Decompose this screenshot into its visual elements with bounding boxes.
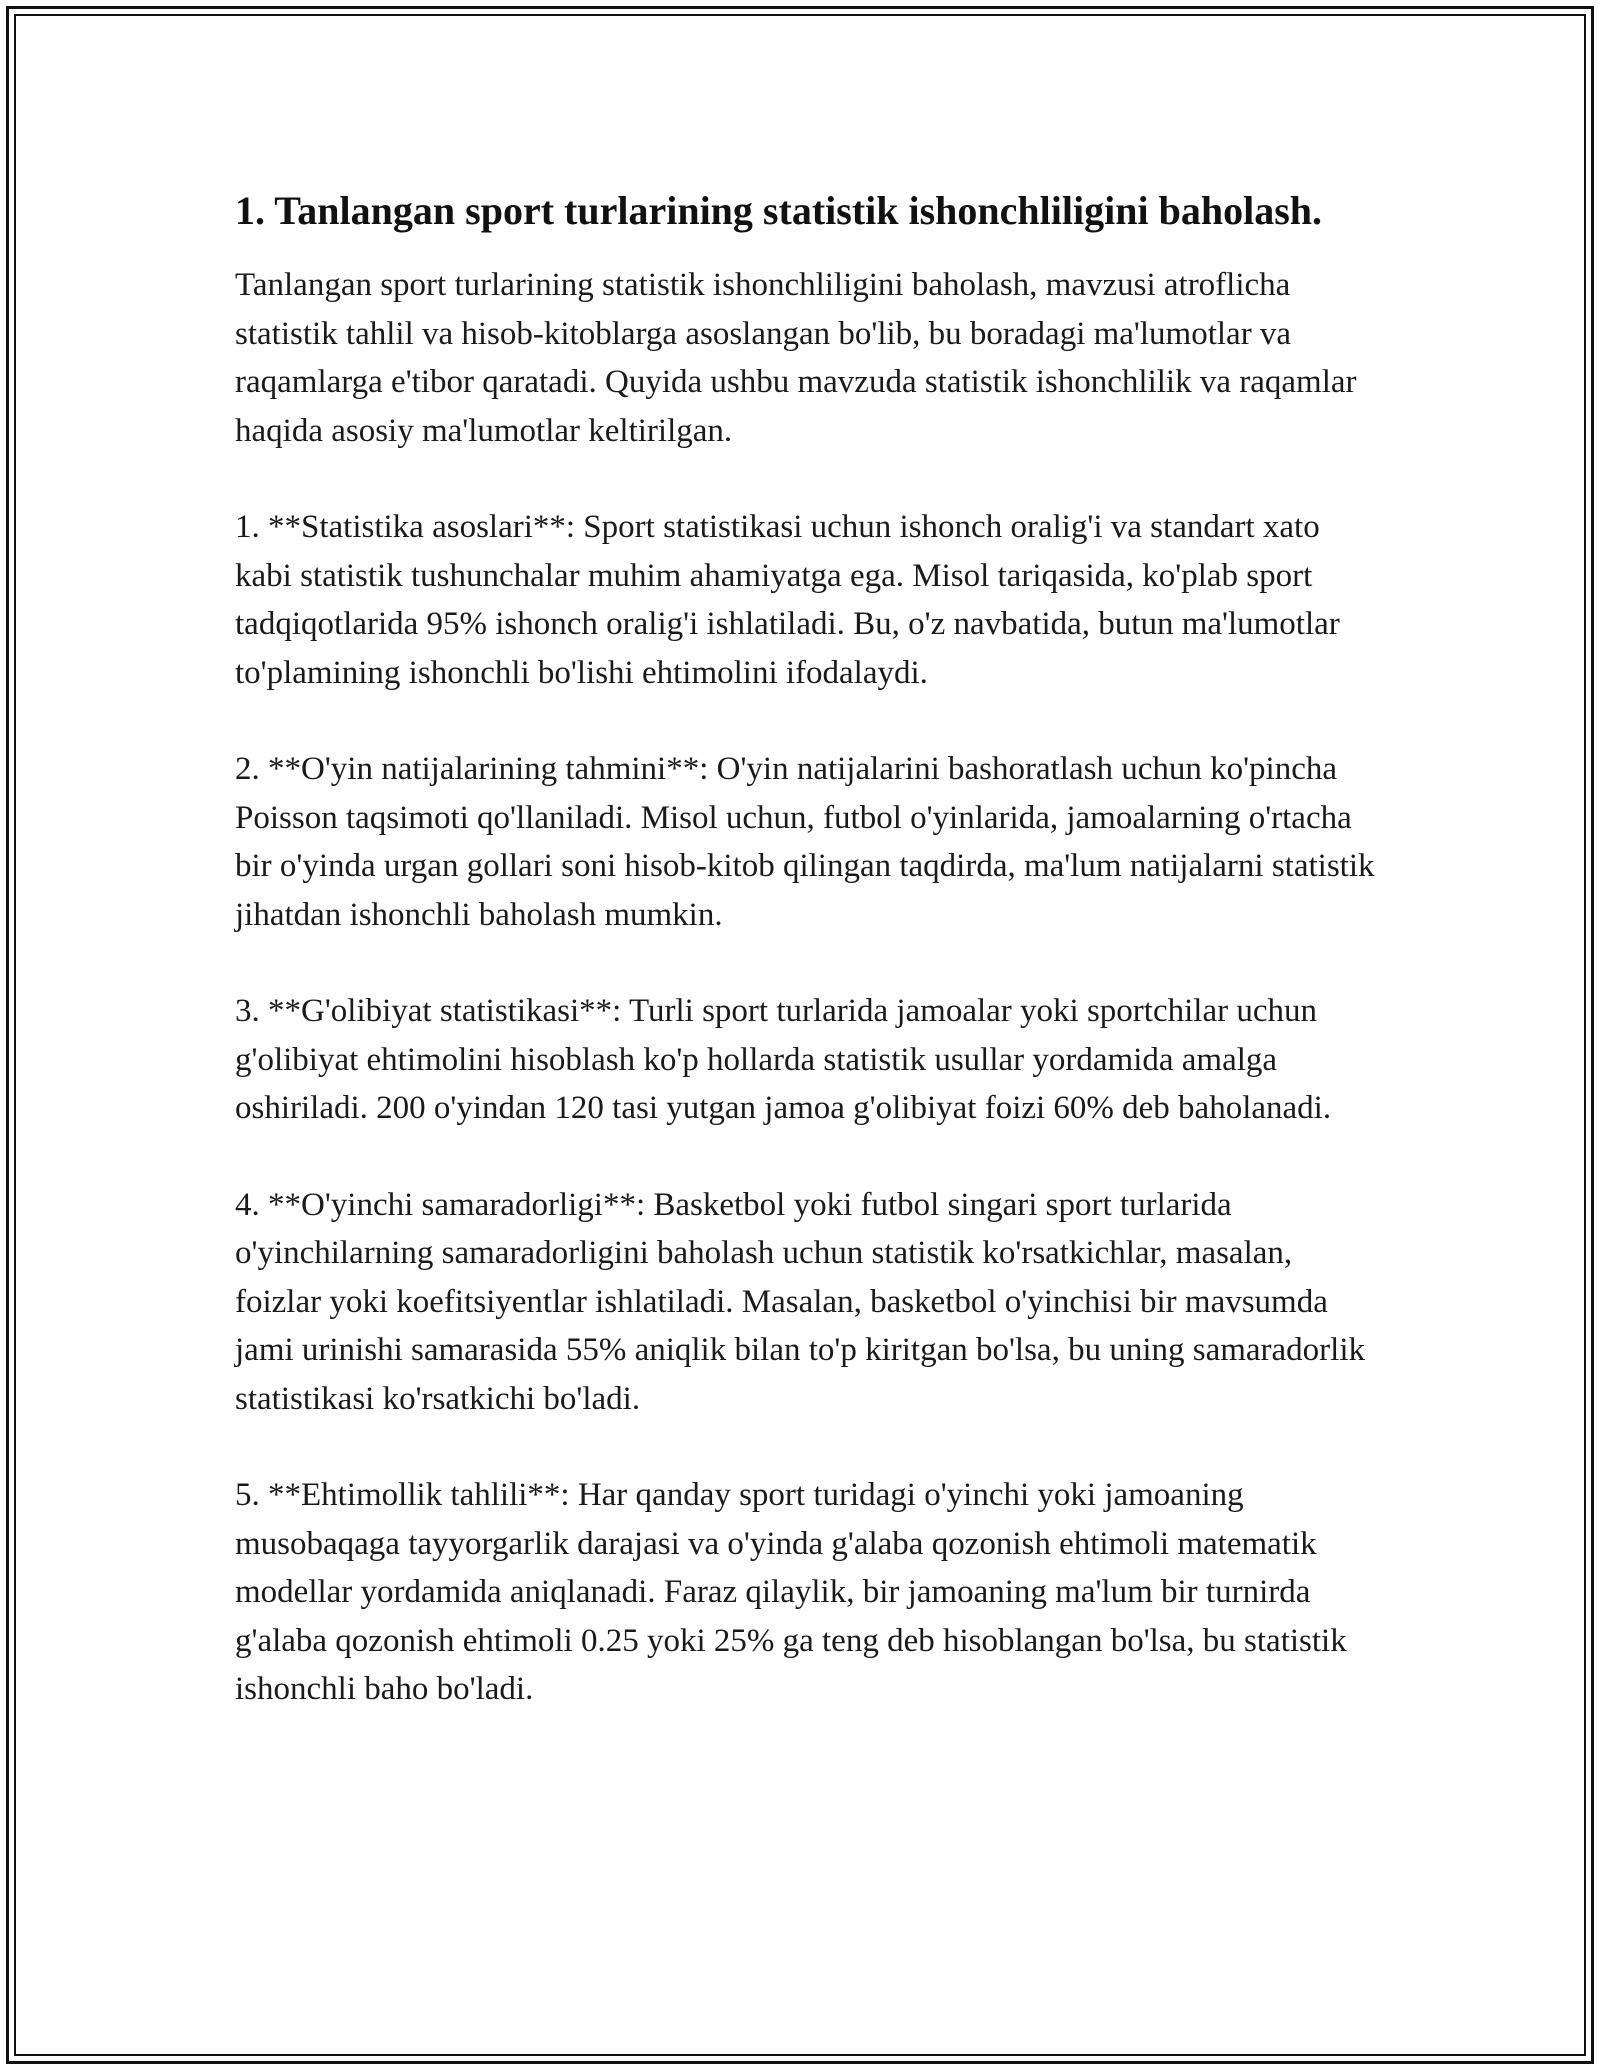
list-item: 3. **G'olibiyat statistikasi**: Turli sport turlarida jamoalar yoki sportchilar uchun g'olibiyat ehtimolini hisoblash ko'p hollarda statistik usullar yordamida amalga oshiriladi. 200 o'yindan 120 tasi yutgan jamoa g'olibiyat foizi 60% deb baholanadi. [235, 993, 1332, 1126]
intro-paragraph: Tanlangan sport turlarining statistik ishonchliligini baholash, mavzusi atroflicha statistik tahlil va hisob-kitoblarga asoslangan bo'lib, bu boradagi ma'lumotlar va raqamlarga e'tibor qaratadi. Quyida ushbu mavzuda statistik ishonchlilik va raqamlar haqida asosiy ma'lumotlar keltirilgan. [235, 267, 1357, 449]
document-body [235, 184, 1375, 1714]
list-item: 1. **Statistika asoslari**: Sport statistikasi uchun ishonch oralig'i va standart xato kabi statistik tushunchalar muhim ahamiyatga ega. Misol tariqasida, ko'plab sport tadqiqotlarida 95% ishonch oralig'i ishlatiladi. Bu, o'z navbatida, butun ma'lumotlar to'plamining ishonchli bo'lishi ehtimolini ifodalaydi. [235, 509, 1340, 691]
list-item: 2. **O'yin natijalarining tahmini**: O'yin natijalarini bashoratlash uchun ko'pincha Poisson taqsimoti qo'llaniladi. Misol uchun, futbol o'yinlarida, jamoalarning o'rtacha bir o'yinda urgan gollari soni hisob-kitob qilingan taqdirda, ma'lum natijalarni statistik jihatdan ishonchli baholash mumkin. [235, 751, 1375, 933]
list-item: 5. **Ehtimollik tahlili**: Har qanday sport turidagi o'yinchi yoki jamoaning musobaqaga tayyorgarlik darajasi va o'yinda g'alaba qozonish ehtimoli matematik modellar yordamida aniqlanadi. Faraz qilaylik, bir jamoaning ma'lum bir turnirda g'alaba qozonish ehtimoli 0.25 yoki 25% ga teng deb hisoblangan bo'lsa, bu statistik ishonchli baho bo'ladi. [235, 1477, 1347, 1707]
list-item: 4. **O'yinchi samaradorligi**: Basketbol yoki futbol singari sport turlarida o'yinchilarning samaradorligini baholash uchun statistik ko'rsatkichlar, masalan, foizlar yoki koefitsiyentlar ishlatiladi. Masalan, basketbol o'yinchisi bir mavsumda jami urinishi samarasida 55% aniqlik bilan to'p kiritgan bo'lsa, bu uning samaradorlik statistikasi ko'rsatkichi bo'ladi. [235, 1186, 1366, 1417]
section-heading: 1. Tanlangan sport turlarining statistik ishonchliligini baholash. [235, 188, 1323, 233]
